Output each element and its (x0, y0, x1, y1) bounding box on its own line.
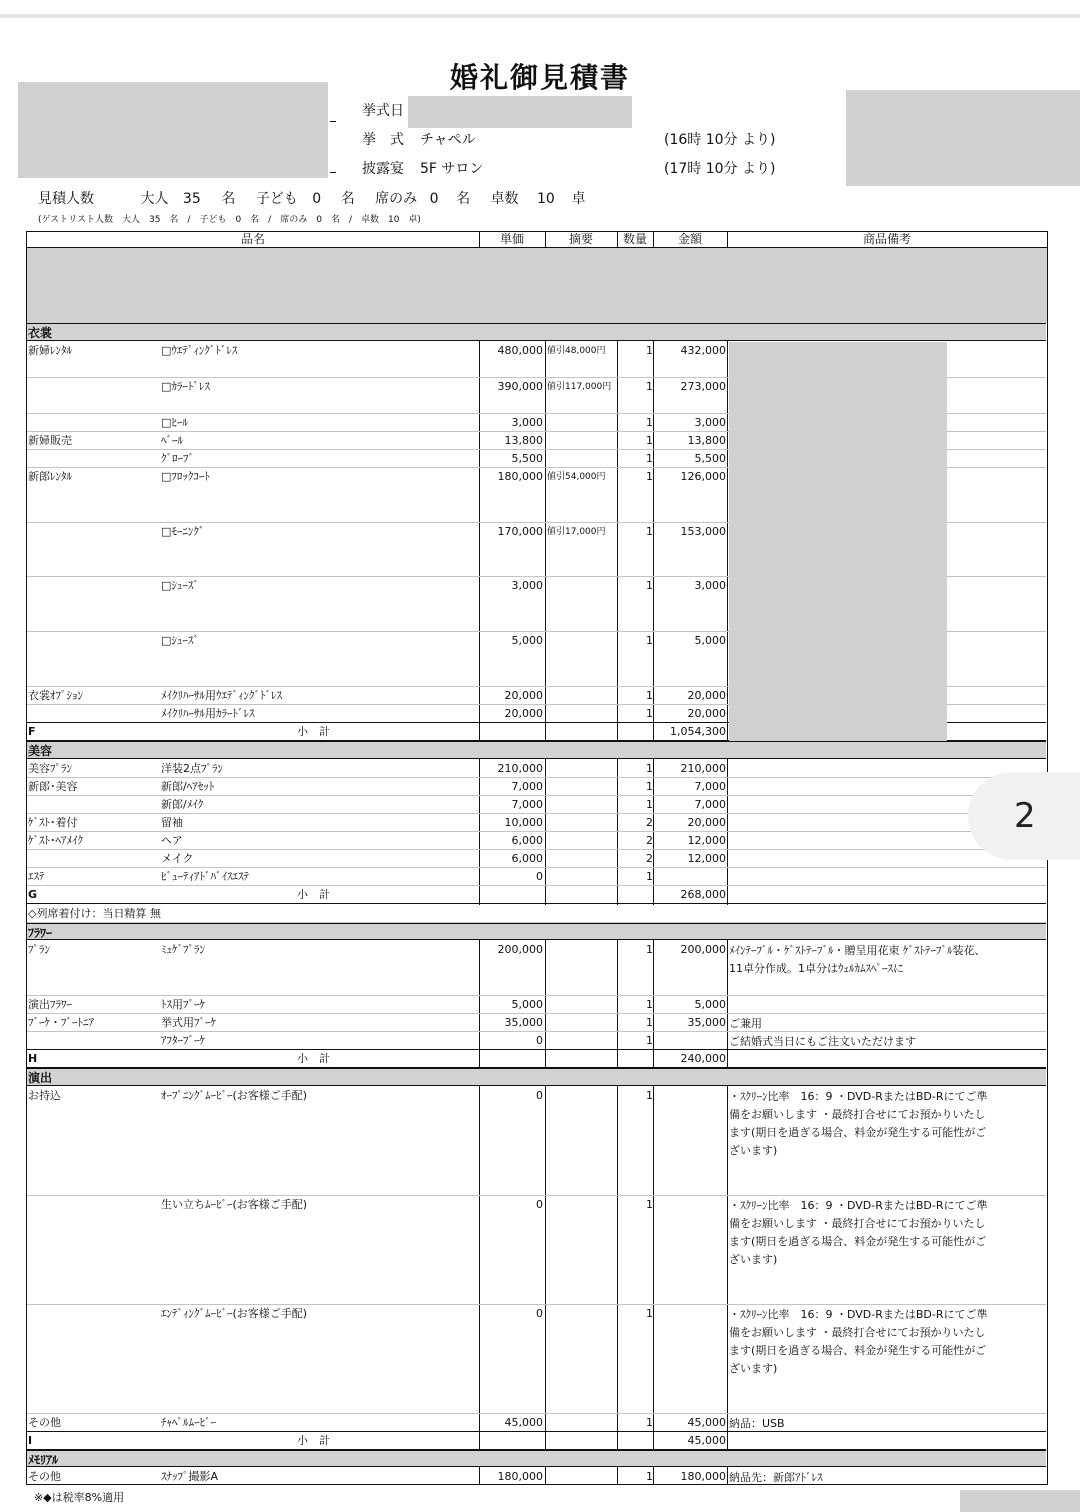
table-row (27, 778, 1046, 796)
beauty-note: ◇列席着付け：当日精算 無 (28, 907, 161, 920)
row-item: ヘア (161, 834, 183, 847)
row-discount: 値引54,000円 (547, 472, 606, 482)
row-amount: 432,000 (680, 344, 726, 357)
row-category: 演出ﾌﾗﾜｰ (28, 998, 72, 1011)
row-amount: 7,000 (694, 798, 726, 811)
col-amount: 金額 (677, 232, 702, 246)
ceremony-time: (16時 10分 より) (664, 132, 776, 148)
subtotal-amount: 240,000 (680, 1052, 726, 1065)
section-beauty (27, 741, 1046, 759)
row-price: 200,000 (497, 943, 543, 956)
subtotal-label: 小 計 (297, 725, 330, 738)
top-divider (0, 14, 1080, 18)
guest-list-count: (ゲストリスト人数 大人 35 名 / 子ども 0 名 / 席のみ 0 名 / 卓数 10 卓) (38, 215, 421, 225)
row-amount: 200,000 (680, 943, 726, 956)
row-remarks: ・ｽｸﾘｰﾝ比率 16：9 ・DVD-RまたはBD-Rにてご準備をお願いします ・最終打合せにてお預かりいたします(期日を過ぎる場合、料金が発生する可能性がございます) (729, 1308, 988, 1375)
row-price: 5,000 (511, 634, 543, 647)
row-category: 新婦販売 (28, 434, 72, 447)
row-category: お持込 (28, 1089, 61, 1102)
adult-value: 35 (182, 191, 201, 207)
table-header (27, 232, 1046, 248)
subtotal-code: H (28, 1052, 38, 1065)
adult-label: 大人 (140, 191, 169, 207)
row-item: 新郎/ﾒｲｸ (161, 798, 204, 811)
row-amount: 180,000 (680, 1470, 726, 1483)
unit: 名 (340, 191, 355, 207)
section-memorial (27, 1450, 1046, 1467)
subtotal-amount: 45,000 (687, 1434, 726, 1447)
page-number: 2 (1014, 796, 1036, 836)
redacted-plan-block (27, 247, 1047, 323)
seat-value: 0 (429, 191, 439, 207)
row-qty: 2 (646, 852, 653, 865)
row-qty: 1 (646, 344, 653, 357)
row-amount: 273,000 (680, 380, 726, 393)
table-row (27, 832, 1046, 850)
row-item: □ｼｭｰｽﾞ (161, 634, 199, 647)
unit: 名 (456, 191, 471, 207)
row-qty: 1 (646, 943, 653, 956)
estimate-table (26, 231, 1048, 1485)
row-amount: 7,000 (694, 780, 726, 793)
table-unit: 卓 (571, 191, 586, 207)
row-qty: 1 (646, 1016, 653, 1029)
table-row (27, 796, 1046, 814)
row-category: ｹﾞｽﾄ･ﾍｱﾒｲｸ (28, 834, 83, 847)
row-item: □ｳｴﾃﾞｨﾝｸﾞﾄﾞﾚｽ (161, 344, 238, 357)
row-category: 衣裳ｵﾌﾟｼｮﾝ (28, 689, 83, 702)
row-item: ｵｰﾌﾟﾆﾝｸﾞﾑｰﾋﾞｰ(お客様ご手配) (161, 1089, 308, 1102)
row-price: 5,500 (511, 452, 543, 465)
row-category: ｹﾞｽﾄ･着付 (28, 816, 78, 829)
subtotal-code: I (28, 1434, 33, 1447)
estimate-headcount (38, 188, 585, 208)
table-row (27, 1305, 1046, 1414)
row-category: 新郎ﾚﾝﾀﾙ (28, 470, 72, 483)
table-row (27, 760, 1046, 778)
row-qty: 1 (646, 1034, 653, 1047)
row-price: 0 (536, 1034, 543, 1047)
row-amount: 20,000 (687, 707, 726, 720)
row-price: 0 (536, 1307, 543, 1320)
subtotal-code: F (28, 725, 36, 738)
row-qty: 1 (646, 380, 653, 393)
row-category: その他 (28, 1470, 61, 1483)
row-qty: 1 (646, 579, 653, 592)
row-category: 新婦ﾚﾝﾀﾙ (28, 344, 72, 357)
row-price: 13,800 (504, 434, 543, 447)
row-price: 7,000 (511, 780, 543, 793)
row-item: ﾐｭｹﾞﾌﾟﾗﾝ (161, 943, 205, 956)
subtotal-row (27, 1050, 1046, 1068)
row-item: ｽﾅｯﾌﾟ撮影A (161, 1470, 219, 1483)
table-row (27, 1414, 1046, 1432)
row-qty: 1 (646, 998, 653, 1011)
row-amount: 20,000 (687, 816, 726, 829)
row-price: 0 (536, 1089, 543, 1102)
col-item-name: 品名 (240, 232, 265, 246)
table-row (27, 1468, 1046, 1485)
section-label: ﾒﾓﾘｱﾙ (28, 1453, 59, 1467)
row-item: 留袖 (161, 816, 183, 829)
row-amount: 5,000 (694, 634, 726, 647)
row-qty: 1 (646, 1307, 653, 1320)
table-label: 卓数 (490, 191, 519, 207)
row-item: ﾒｲｸﾘﾊｰｻﾙ用ｶﾗｰﾄﾞﾚｽ (161, 707, 255, 720)
row-price: 3,000 (511, 416, 543, 429)
col-remarks: 商品備考 (862, 232, 911, 246)
row-qty: 1 (646, 634, 653, 647)
subtotal-label: 小 計 (297, 888, 330, 901)
row-item: □ﾓｰﾆﾝｸﾞ (161, 525, 205, 538)
row-category: ﾌﾟﾗﾝ (28, 943, 50, 956)
row-amount: 45,000 (687, 1416, 726, 1429)
redacted-ceremony-date (408, 96, 632, 128)
row-item: □ｶﾗｰﾄﾞﾚｽ (161, 380, 210, 393)
row-remarks: ・ｽｸﾘｰﾝ比率 16：9 ・DVD-RまたはBD-Rにてご準備をお願いします ・最終打合せにてお預かりいたします(期日を過ぎる場合、料金が発生する可能性がございます) (729, 1090, 988, 1157)
row-qty: 1 (646, 1089, 653, 1102)
seat-label: 席のみ (375, 191, 418, 207)
subtotal-label: 小 計 (297, 1434, 330, 1447)
row-item: ｱﾌﾀｰﾌﾞｰｹ (161, 1034, 205, 1047)
row-remarks: ﾒｲﾝﾃｰﾌﾞﾙ・ｹﾞｽﾄﾃｰﾌﾞﾙ・贈呈用花束 ｹﾞｽﾄﾃｰﾌﾞﾙ装花、11卓分作成。1卓分はｳｪﾙｶﾑｽﾍﾟｰｽに (729, 944, 986, 975)
row-amount: 13,800 (687, 434, 726, 447)
table-row (27, 996, 1046, 1014)
subtotal-amount: 268,000 (680, 888, 726, 901)
row-item: 挙式用ﾌﾞｰｹ (161, 1016, 216, 1029)
redacted-client-block (18, 82, 328, 178)
row-remarks: 納品：USB (729, 1417, 785, 1430)
row-remarks: ご結婚式当日にもご注文いただけます (729, 1035, 916, 1048)
row-qty: 1 (646, 452, 653, 465)
row-qty: 1 (646, 780, 653, 793)
row-qty: 1 (646, 798, 653, 811)
row-item: メイク (161, 852, 194, 865)
row-amount: 3,000 (694, 579, 726, 592)
page-number-badge[interactable] (968, 772, 1080, 860)
table-value: 10 (536, 191, 555, 207)
redacted-venue-block (846, 90, 1080, 186)
section-show (27, 1068, 1046, 1086)
subtotal-label: 小 計 (297, 1052, 330, 1065)
row-amount: 3,000 (694, 416, 726, 429)
row-price: 5,000 (511, 998, 543, 1011)
row-price: 390,000 (497, 380, 543, 393)
child-label: 子ども (255, 191, 298, 207)
row-qty: 2 (646, 816, 653, 829)
row-qty: 1 (646, 762, 653, 775)
row-price: 180,000 (497, 470, 543, 483)
row-category: その他 (28, 1416, 61, 1429)
row-category: 新郎･美容 (28, 780, 78, 793)
footer-tax-note: ※◆は税率8%適用 (34, 1491, 125, 1504)
row-amount: 5,500 (694, 452, 726, 465)
section-label: 演出 (28, 1071, 53, 1085)
row-item: □ｼｭｰｽﾞ (161, 579, 199, 592)
row-discount: 値引117,000円 (547, 382, 612, 392)
row-item: ﾍﾞｰﾙ (161, 434, 183, 447)
row-remarks: 納品先：新郎ｱﾄﾞﾚｽ (729, 1471, 823, 1484)
row-amount: 20,000 (687, 689, 726, 702)
row-category: ｴｽﾃ (28, 870, 45, 883)
ceremony-date-label: 挙式日 (362, 103, 404, 119)
col-unit-price: 単価 (499, 232, 524, 246)
underline (330, 121, 336, 122)
unit: 名 (221, 191, 236, 207)
row-qty: 1 (646, 1470, 653, 1483)
row-price: 170,000 (497, 525, 543, 538)
row-price: 0 (536, 870, 543, 883)
section-label: 美容 (28, 744, 53, 758)
row-remarks: ご兼用 (729, 1017, 762, 1030)
table-row (27, 941, 1046, 996)
row-item: 新郎/ﾍｱｾｯﾄ (161, 780, 215, 793)
row-price: 20,000 (504, 689, 543, 702)
row-amount: 12,000 (687, 852, 726, 865)
table-row (27, 814, 1046, 832)
row-price: 10,000 (504, 816, 543, 829)
row-qty: 2 (646, 834, 653, 847)
row-price: 7,000 (511, 798, 543, 811)
row-item: ﾒｲｸﾘﾊｰｻﾙ用ｳｴﾃﾞｨﾝｸﾞﾄﾞﾚｽ (161, 689, 282, 702)
table-row (27, 1087, 1046, 1196)
row-item: 洋装2点ﾌﾟﾗﾝ (161, 762, 223, 775)
row-price: 480,000 (497, 344, 543, 357)
row-price: 180,000 (497, 1470, 543, 1483)
reception-value: 5F サロン (420, 161, 484, 177)
count-label: 見積人数 (38, 191, 94, 207)
table-row (27, 1014, 1046, 1032)
row-price: 0 (536, 1198, 543, 1211)
row-category: ﾌﾞｰｹ・ﾌﾞｰﾄﾆｱ (28, 1016, 94, 1029)
subtotal-code: G (28, 888, 38, 901)
row-amount: 153,000 (680, 525, 726, 538)
row-category: 美容ﾌﾟﾗﾝ (28, 762, 72, 775)
row-item: ﾄｽ用ﾌﾞｰｹ (161, 998, 205, 1011)
section-costume (27, 323, 1046, 341)
row-price: 3,000 (511, 579, 543, 592)
row-qty: 1 (646, 870, 653, 883)
row-qty: 1 (646, 470, 653, 483)
table-row (27, 868, 1046, 886)
col-qty: 数量 (622, 232, 647, 246)
row-qty: 1 (646, 434, 653, 447)
redacted-footer (960, 1490, 1080, 1512)
row-qty: 1 (646, 525, 653, 538)
col-summary: 摘要 (568, 232, 593, 246)
row-price: 6,000 (511, 834, 543, 847)
subtotal-row (27, 1432, 1046, 1450)
subtotal-row (27, 886, 1046, 904)
row-item: ｸﾞﾛｰﾌﾞ (161, 452, 194, 465)
row-qty: 1 (646, 1198, 653, 1211)
row-item: ﾋﾞｭｰﾃｨｱﾄﾞﾊﾞｲｽｴｽﾃ (161, 870, 249, 883)
ceremony-label: 挙 式 (362, 132, 404, 148)
section-label: 衣裳 (28, 326, 53, 340)
section-label: ﾌﾗﾜｰ (28, 926, 53, 940)
page-title: 婚礼御見積書 (449, 61, 630, 94)
underline (330, 172, 336, 173)
table-row (27, 850, 1046, 868)
child-value: 0 (312, 191, 322, 207)
table-row (27, 1032, 1046, 1050)
redacted-remarks (729, 342, 947, 742)
row-item: ｴﾝﾃﾞｨﾝｸﾞﾑｰﾋﾞｰ(お客様ご手配) (161, 1307, 308, 1320)
row-qty: 1 (646, 689, 653, 702)
beauty-note-row (27, 905, 1046, 923)
row-qty: 1 (646, 416, 653, 429)
row-discount: 値引17,000円 (547, 527, 606, 537)
row-amount: 126,000 (680, 470, 726, 483)
row-price: 45,000 (504, 1416, 543, 1429)
ceremony-value: チャペル (420, 132, 476, 148)
row-amount: 5,000 (694, 998, 726, 1011)
row-price: 210,000 (497, 762, 543, 775)
table-row (27, 1196, 1046, 1305)
row-amount: 35,000 (687, 1016, 726, 1029)
row-discount: 値引48,000円 (547, 346, 606, 356)
reception-time: (17時 10分 より) (664, 161, 776, 177)
row-qty: 1 (646, 707, 653, 720)
row-price: 35,000 (504, 1016, 543, 1029)
row-amount: 210,000 (680, 762, 726, 775)
row-item: ﾁｬﾍﾟﾙﾑｰﾋﾞｰ (161, 1416, 216, 1429)
row-remarks: ・ｽｸﾘｰﾝ比率 16：9 ・DVD-RまたはBD-Rにてご準備をお願いします ・最終打合せにてお預かりいたします(期日を過ぎる場合、料金が発生する可能性がございます) (729, 1199, 988, 1266)
row-item: □ﾌﾛｯｸｺｰﾄ (161, 470, 210, 483)
row-amount: 12,000 (687, 834, 726, 847)
row-qty: 1 (646, 1416, 653, 1429)
row-price: 20,000 (504, 707, 543, 720)
subtotal-amount: 1,054,300 (670, 725, 726, 738)
reception-label: 披露宴 (362, 161, 404, 177)
row-price: 6,000 (511, 852, 543, 865)
section-flower (27, 923, 1046, 940)
row-item: □ﾋｰﾙ (161, 416, 188, 429)
row-item: 生い立ちﾑｰﾋﾞｰ(お客様ご手配) (161, 1198, 308, 1211)
